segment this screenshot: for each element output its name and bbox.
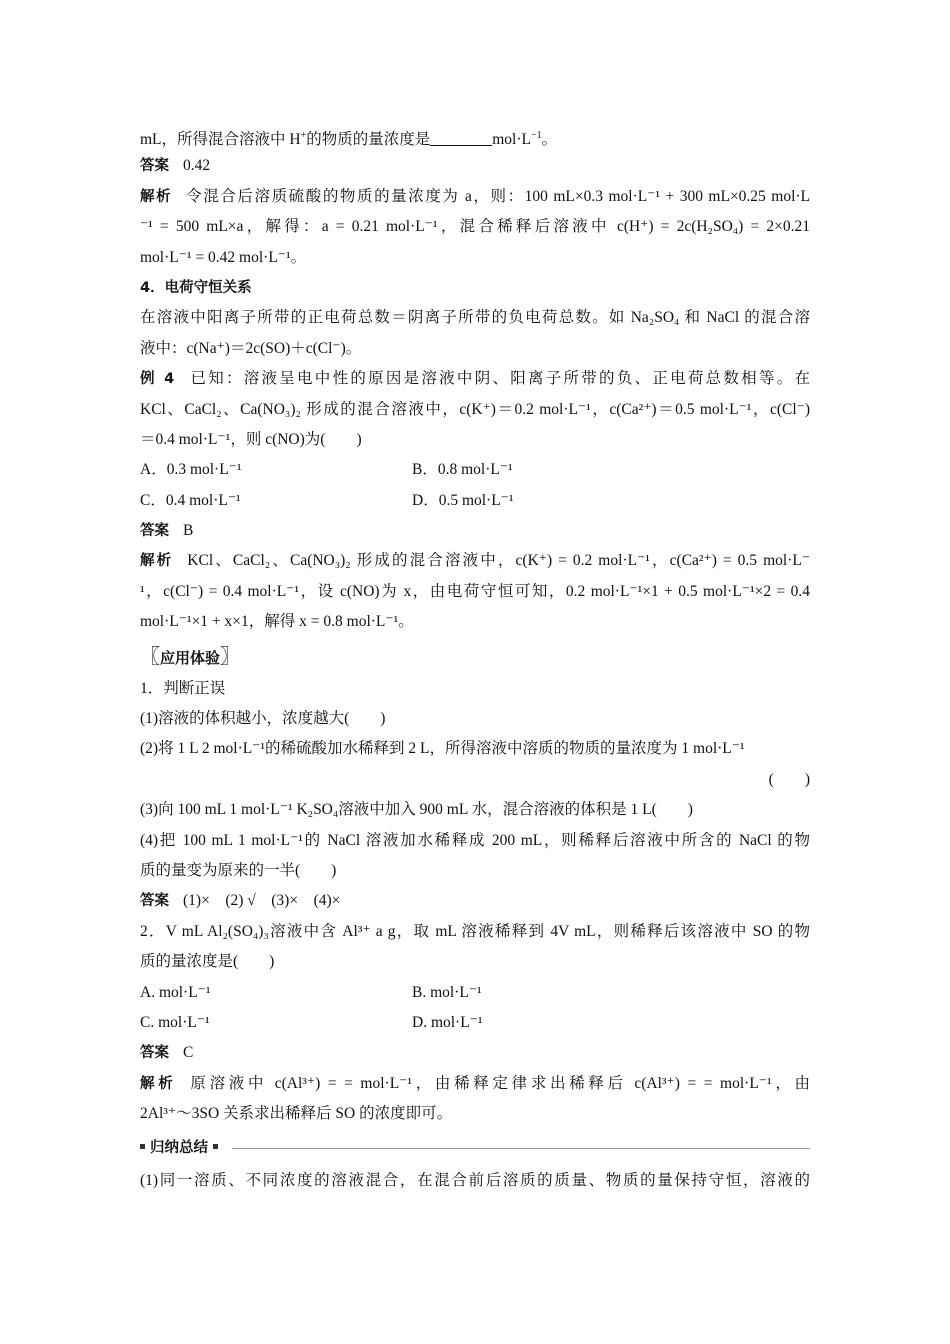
heading-text: 4．电荷守恒关系 (140, 279, 252, 296)
divider-line (232, 1148, 810, 1149)
explanation-text: ¹，c(Cl⁻) = 0.4 mol·L⁻¹，设 c(NO)为 x，由电荷守恒可知，0.2 mol·L⁻¹×1 + 0.5 mol·L⁻¹×2 = 0.4 (140, 582, 810, 600)
paragraph-text: 液中：c(Na⁺)＝2c(SO)＋c(Cl⁻)。 (140, 339, 362, 357)
bracket-right: 〗 (220, 643, 241, 668)
answer-label: 答案 (140, 158, 169, 175)
summary-line (140, 1166, 810, 1196)
options-row (140, 978, 810, 1008)
judge-item (140, 734, 810, 764)
option-d: D. mol·L⁻¹ (412, 1013, 483, 1031)
explanation-label: 解析 (140, 188, 173, 205)
example-line (140, 395, 810, 425)
explanation-text: 2Al³⁺～3SO 关系求出稀释后 SO 的浓度即可。 (140, 1105, 453, 1123)
explanation-line (140, 546, 810, 576)
options-row (140, 455, 810, 485)
explanation-line (140, 212, 810, 242)
apply-heading (140, 638, 810, 674)
judge-text: (2)将 1 L 2 mol·L⁻¹的稀硫酸加水稀释到 2 L，所得溶液中溶质的物质的量浓度为 1 mol·L⁻¹ (140, 740, 745, 758)
explanation-line (140, 182, 810, 212)
options-row (140, 486, 810, 516)
question-text: 质的量浓度是( ) (140, 953, 275, 971)
paragraph-text: 在溶液中阳离子所带的正电荷总数＝阴离子所带的负电荷总数。如 Na₂SO₄ 和 NaCl 的混合溶 (140, 309, 810, 327)
answer-line (140, 886, 810, 916)
option-a: A．0.3 mol·L⁻¹ (140, 461, 242, 479)
option-b: B．0.8 mol·L⁻¹ (412, 461, 513, 479)
explanation-text: 令混合后溶质硫酸的物质的量浓度为 a，则：100 mL×0.3 mol·L⁻¹ + 300 mL×0.25 mol·L (186, 187, 810, 205)
document-page (140, 121, 810, 1196)
superscript: + (300, 130, 307, 141)
option-c: C. mol·L⁻¹ (140, 1013, 210, 1031)
bracket-left: 〖 (140, 643, 160, 668)
judge-item (140, 795, 810, 825)
question-line (140, 947, 810, 977)
option-b: B. mol·L⁻¹ (412, 983, 482, 1001)
explanation-label: 解析 (140, 1075, 177, 1092)
answer-line (140, 516, 810, 546)
explanation-text: mol·L⁻¹ = 0.42 mol·L⁻¹。 (140, 248, 307, 266)
example-line (140, 425, 810, 455)
example-line (140, 364, 810, 394)
judge-item (140, 856, 810, 886)
option-c: C．0.4 mol·L⁻¹ (140, 491, 241, 509)
question-title (140, 674, 810, 704)
explanation-line (140, 243, 810, 273)
judge-item (140, 826, 810, 856)
explanation-line (140, 607, 810, 637)
explanation-text: 原溶液中 c(Al³⁺) = = mol·L⁻¹，由稀释定律求出稀释后 c(Al³⁺) = = mol·L⁻¹，由 (190, 1074, 810, 1092)
judge-item (140, 765, 810, 795)
explanation-label: 解析 (140, 553, 174, 570)
judge-text: 质的量变为原来的一半( ) (140, 861, 337, 879)
answer-line (140, 1038, 810, 1068)
question-text: 2．V mL Al₂(SO₄)₃溶液中含 Al³⁺ a g，取 mL 溶液稀释到 4V mL，则稀释后该溶液中 SO 的物 (140, 922, 810, 940)
judge-text: (3)向 100 mL 1 mol·L⁻¹ K₂SO₄溶液中加入 900 mL 水，混合溶液的体积是 1 L( ) (140, 801, 693, 819)
answer-label: 答案 (140, 523, 169, 540)
summary-heading (140, 1130, 810, 1166)
continued-question-line (140, 121, 810, 151)
explanation-line (140, 1099, 810, 1129)
heading-text: 归纳总结 (150, 1139, 208, 1156)
explanation-text: ⁻¹ = 500 mL×a，解得：a = 0.21 mol·L⁻¹，混合稀释后溶液中 c(H⁺) = 2c(H₂SO₄) = 2×0.21 (140, 218, 810, 236)
answer-label: 答案 (140, 893, 169, 910)
answer-value: C (183, 1044, 194, 1062)
judge-item (140, 704, 810, 734)
section-heading (140, 273, 810, 303)
example-text: 已知：溶液呈电中性的原因是溶液中阴、阳离子所带的负、正电荷总数相等。在 (188, 370, 810, 388)
example-text: ＝0.4 mol·L⁻¹，则 c(NO)为( ) (140, 430, 362, 448)
explanation-text: mol·L⁻¹×1 + x×1，解得 x = 0.8 mol·L⁻¹。 (140, 613, 414, 631)
options-row (140, 1008, 810, 1038)
paragraph-line (140, 303, 810, 333)
answer-value: B (183, 522, 194, 540)
judge-text: (1)溶液的体积越小，浓度越大( ) (140, 710, 386, 728)
answer-paren: ( ) (768, 770, 810, 788)
summary-text: (1)同一溶质、不同浓度的溶液混合，在混合前后溶质的质量、物质的量保持守恒，溶液的 (140, 1171, 810, 1189)
option-d: D．0.5 mol·L⁻¹ (412, 491, 514, 509)
superscript: −1 (531, 130, 542, 141)
question-text: 的物质的量浓度是 (306, 131, 431, 149)
answer-blank (430, 129, 492, 146)
answer-value: 0.42 (183, 157, 211, 175)
question-line (140, 917, 810, 947)
answer-label: 答案 (140, 1045, 169, 1062)
example-text: KCl、CaCl₂、Ca(NO₃)₂ 形成的混合溶液中，c(K⁺)＝0.2 mol·L⁻¹，c(Ca²⁺)＝0.5 mol·L⁻¹，c(Cl⁻) (140, 400, 810, 418)
unit-text: mol·L (492, 131, 531, 149)
explanation-line (140, 1069, 810, 1099)
judge-text: (4)把 100 mL 1 mol·L⁻¹的 NaCl 溶液加水稀释成 200 mL，则稀释后溶液中所含的 NaCl 的物 (140, 831, 810, 849)
explanation-line (140, 577, 810, 607)
question-text: 1．判断正误 (140, 679, 226, 697)
question-text: mL，所得混合溶液中 H (140, 131, 301, 149)
paragraph-line (140, 334, 810, 364)
option-a: A. mol·L⁻¹ (140, 983, 211, 1001)
explanation-text: KCl、CaCl₂、Ca(NO₃)₂ 形成的混合溶液中，c(K⁺) = 0.2 mol·L⁻¹，c(Ca²⁺) = 0.5 mol·L⁻ (187, 552, 810, 570)
heading-text: 应用体验 (160, 648, 221, 667)
answer-value: (1)× (2) √ (3)× (4)× (183, 892, 341, 910)
punctuation: 。 (541, 131, 558, 149)
square-bullet-icon (213, 1144, 218, 1149)
answer-line (140, 151, 810, 181)
example-label: 例 4 (140, 371, 175, 388)
square-bullet-icon (140, 1144, 145, 1149)
